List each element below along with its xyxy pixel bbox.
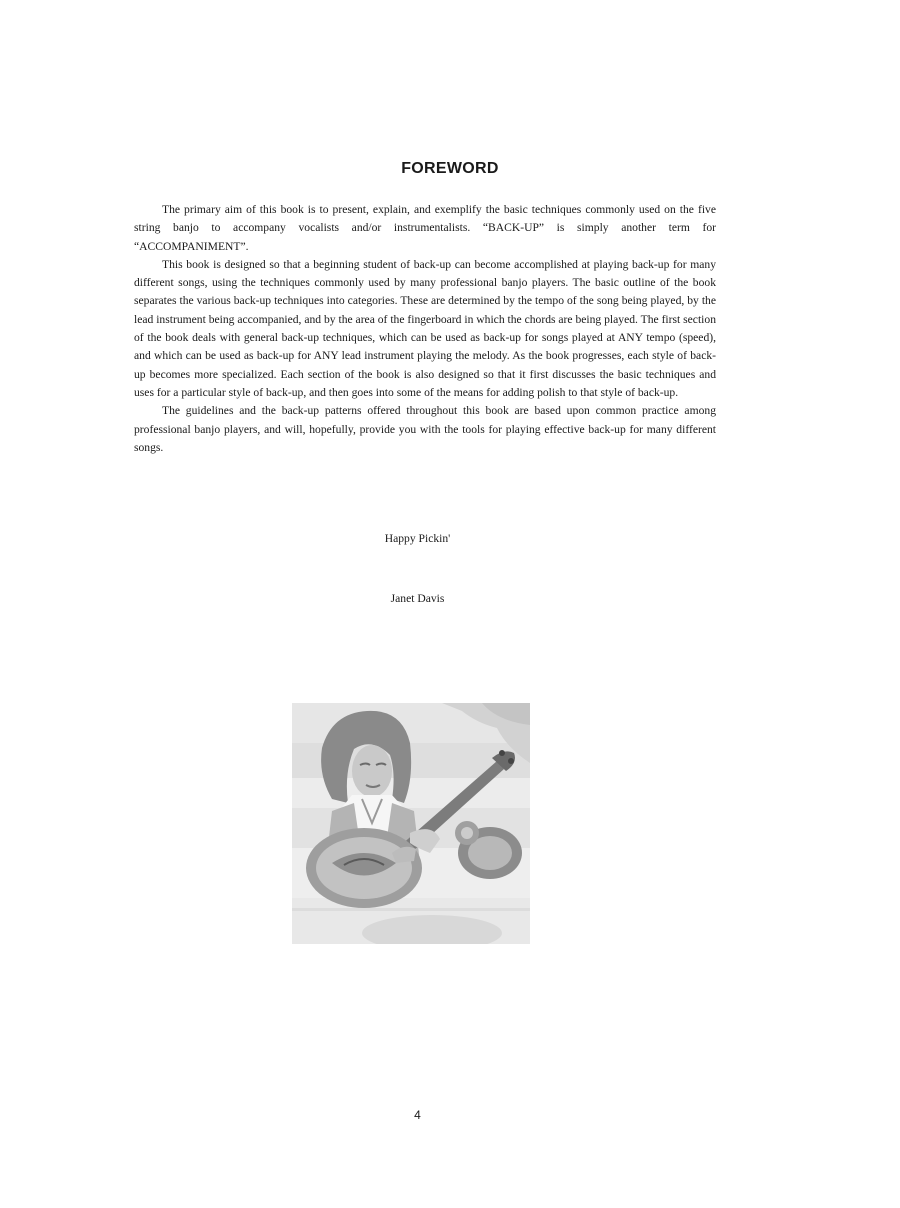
banjo-player-photo (292, 703, 530, 944)
paragraph-1: The primary aim of this book is to present, explain, and exemplify the basic techniques commonly used on the five string banjo to accompany vocalists and/or instrumentalists. “BACK-UP” is simply another term for “ACCOMPANIMENT”. (134, 203, 716, 253)
paragraph-3: The guidelines and the back-up patterns offered throughout this book are based upon common practice among professional banjo players, and will, hopefully, provide you with the tools for playing effective back-up for many different songs. (134, 404, 716, 454)
page-number: 4 (414, 1108, 421, 1122)
paragraph-2: This book is designed so that a beginning student of back-up can become accomplished at playing back-up for many different songs, using the techniques commonly used by many professional banjo players. The basic outline of the book separates the various back-up techniques into categories. These are determined by the tempo of the song being played, by the lead instrument being accompanied, and by the area of the fingerboard in which the chords are being played. The first section of the book deals with general back-up techniques, which can be used as back-up for songs played at ANY tempo (speed), and which can be used as back-up for ANY lead instrument playing the melody. As the book progresses, each style of back-up becomes more specialized. Each section of the book is also designed so that it first discusses the basic techniques and uses for a particular style of back-up, and then goes into some of the means for adding polish to that style of back-up. (134, 257, 716, 399)
author-name: Janet Davis (390, 592, 445, 605)
page-title: FOREWORD (401, 160, 499, 177)
foreword-body (134, 201, 716, 457)
closing-line: Happy Pickin' (384, 532, 451, 545)
